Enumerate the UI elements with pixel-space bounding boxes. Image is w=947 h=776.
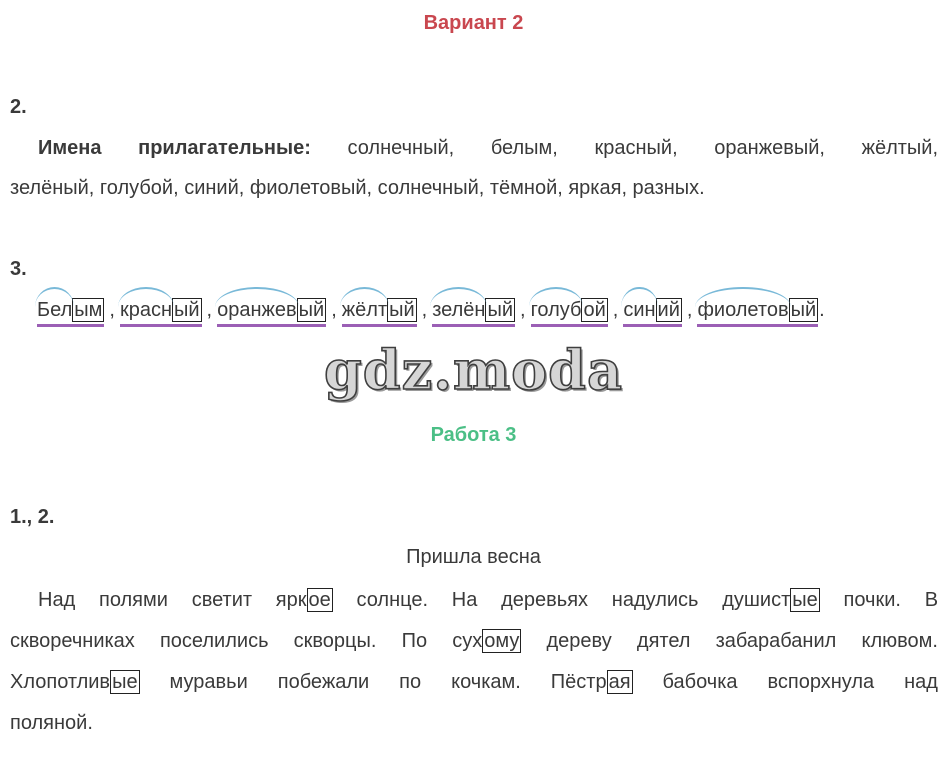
text-word	[10, 670, 140, 694]
work-heading: Работа 3	[430, 424, 517, 446]
base-underline-mark	[432, 324, 515, 327]
punctuation: .	[819, 299, 825, 321]
word-text: почки.	[843, 589, 901, 611]
word-text: побежали	[277, 671, 370, 693]
punctuation: ,	[109, 299, 115, 321]
text-word	[547, 630, 612, 652]
punctuation: ,	[686, 299, 693, 321]
word-text: деревьях	[501, 589, 589, 611]
text-word	[612, 589, 699, 611]
punctuation: ,	[206, 299, 213, 321]
word-stem: голуб	[531, 299, 582, 321]
word-stem: жёлт	[342, 299, 387, 321]
word-text: В	[924, 589, 939, 611]
analyzed-word	[623, 296, 682, 324]
word-text: сух	[452, 630, 483, 652]
word-ending-box: ый	[298, 299, 325, 321]
word-text: душист	[722, 589, 791, 611]
root-arc-mark	[215, 287, 299, 307]
text-word	[637, 630, 691, 652]
word-text: По	[401, 630, 428, 652]
word-text: Хлопотлив	[10, 671, 111, 693]
word-text: поселились	[159, 630, 269, 652]
word-stem: оранжев	[217, 299, 297, 321]
word-text: полями	[99, 589, 168, 611]
word-ending-box: ый	[790, 299, 817, 321]
word-text: скворцы.	[293, 630, 377, 652]
task-1-2-number: 1., 2.	[10, 506, 55, 528]
punctuation: ,	[520, 299, 526, 321]
word-ending-box: ые	[792, 589, 818, 611]
base-underline-mark	[697, 324, 818, 327]
base-underline-mark	[217, 324, 326, 327]
text-word	[160, 630, 269, 652]
root-arc-mark	[430, 287, 487, 307]
text-word	[276, 588, 333, 612]
text-word	[192, 589, 252, 611]
word-text: клювом.	[861, 630, 938, 652]
word-ending-box: ый	[389, 299, 415, 321]
analyzed-word	[531, 296, 608, 324]
text-line-1	[38, 586, 938, 614]
word-text: скворечниках	[10, 630, 135, 652]
text-word	[38, 589, 75, 611]
root-arc-mark	[118, 287, 174, 307]
word-ending-box: ому	[484, 630, 520, 652]
text-word	[716, 630, 837, 652]
task-2-line-1	[38, 134, 938, 162]
task-3-word-analysis	[37, 296, 825, 324]
text-title: Пришла весна	[406, 546, 541, 568]
text-word	[402, 630, 428, 652]
punctuation: ,	[612, 299, 619, 321]
task-2-word: белым,	[490, 137, 558, 159]
text-word	[904, 671, 938, 693]
word-text: надулись	[611, 589, 699, 611]
word-text: дереву	[546, 630, 612, 652]
word-ending-box: ий	[657, 299, 680, 321]
analyzed-word	[697, 296, 818, 324]
root-arc-mark	[340, 287, 389, 307]
text-word	[170, 671, 248, 693]
text-word	[452, 629, 521, 653]
text-word	[452, 589, 478, 611]
task-2-number: 2.	[10, 96, 27, 118]
task-3-number: 3.	[10, 258, 27, 280]
word-stem: красн	[120, 299, 172, 321]
analyzed-word	[342, 296, 417, 324]
word-stem: фиолетов	[697, 299, 788, 321]
watermark: gdz.moda	[324, 338, 623, 402]
text-word	[861, 630, 937, 652]
word-ending-box: ым	[74, 299, 103, 321]
word-stem: зелён	[432, 299, 485, 321]
analyzed-word	[37, 296, 104, 324]
word-text: солнце.	[356, 589, 429, 611]
text-word	[278, 671, 369, 693]
text-word	[663, 671, 738, 693]
task-2-label: Имена прилагательные:	[38, 137, 311, 159]
word-ending-box: ая	[608, 671, 631, 693]
base-underline-mark	[531, 324, 608, 327]
text-word	[10, 712, 93, 734]
text-line-2	[10, 627, 938, 655]
root-arc-mark	[621, 287, 657, 307]
word-ending-box: ое	[308, 589, 331, 611]
analyzed-word	[120, 296, 202, 324]
word-ending-box: ые	[112, 671, 138, 693]
text-word	[925, 589, 938, 611]
text-word	[451, 671, 521, 693]
word-text: На	[451, 589, 478, 611]
analyzed-word	[217, 296, 326, 324]
text-word	[294, 630, 377, 652]
word-stem: син	[623, 299, 655, 321]
word-text: по	[399, 671, 422, 693]
text-word	[551, 670, 633, 694]
punctuation: ,	[421, 299, 428, 321]
text-word	[10, 630, 135, 652]
text-line-4	[10, 709, 938, 737]
analyzed-word	[432, 296, 515, 324]
word-text: ярк	[275, 589, 307, 611]
word-text: забарабанил	[715, 630, 837, 652]
word-text: бабочка	[662, 671, 738, 693]
word-text: над	[904, 671, 938, 693]
root-arc-mark	[529, 287, 584, 307]
task-2-line-2: зелёный, голубой, синий, фиолетовый, солнечный, тёмной, яркая, разных.	[10, 177, 705, 199]
word-text: дятел	[636, 630, 691, 652]
base-underline-mark	[37, 324, 104, 327]
word-ending-box: ый	[487, 299, 514, 321]
base-underline-mark	[342, 324, 417, 327]
base-underline-mark	[120, 324, 202, 327]
text-line-3	[10, 668, 938, 696]
word-text: светит	[191, 589, 253, 611]
base-underline-mark	[623, 324, 682, 327]
variant-heading: Вариант 2	[423, 12, 524, 34]
word-ending-box: ой	[583, 299, 606, 321]
word-text: Пёстр	[550, 671, 607, 693]
word-text: вспорхнула	[767, 671, 875, 693]
text-word	[99, 589, 168, 611]
text-word	[722, 588, 820, 612]
word-text: поляной.	[10, 712, 93, 734]
root-arc-mark	[35, 287, 74, 307]
task-2-word: оранжевый,	[714, 137, 825, 159]
text-word	[501, 589, 588, 611]
task-2-word: солнечный,	[347, 137, 455, 159]
word-ending-box: ый	[174, 299, 200, 321]
text-word	[399, 671, 421, 693]
root-arc-mark	[695, 287, 790, 307]
punctuation: ,	[331, 299, 337, 321]
text-word	[844, 589, 901, 611]
word-text: муравьи	[169, 671, 248, 693]
task-2-word: красный,	[594, 137, 678, 159]
task-2-word: жёлтый,	[861, 137, 939, 159]
text-word	[357, 589, 429, 611]
word-text: кочкам.	[451, 671, 521, 693]
word-text: Над	[38, 589, 76, 611]
text-word	[768, 671, 875, 693]
word-stem: Бел	[37, 299, 72, 321]
